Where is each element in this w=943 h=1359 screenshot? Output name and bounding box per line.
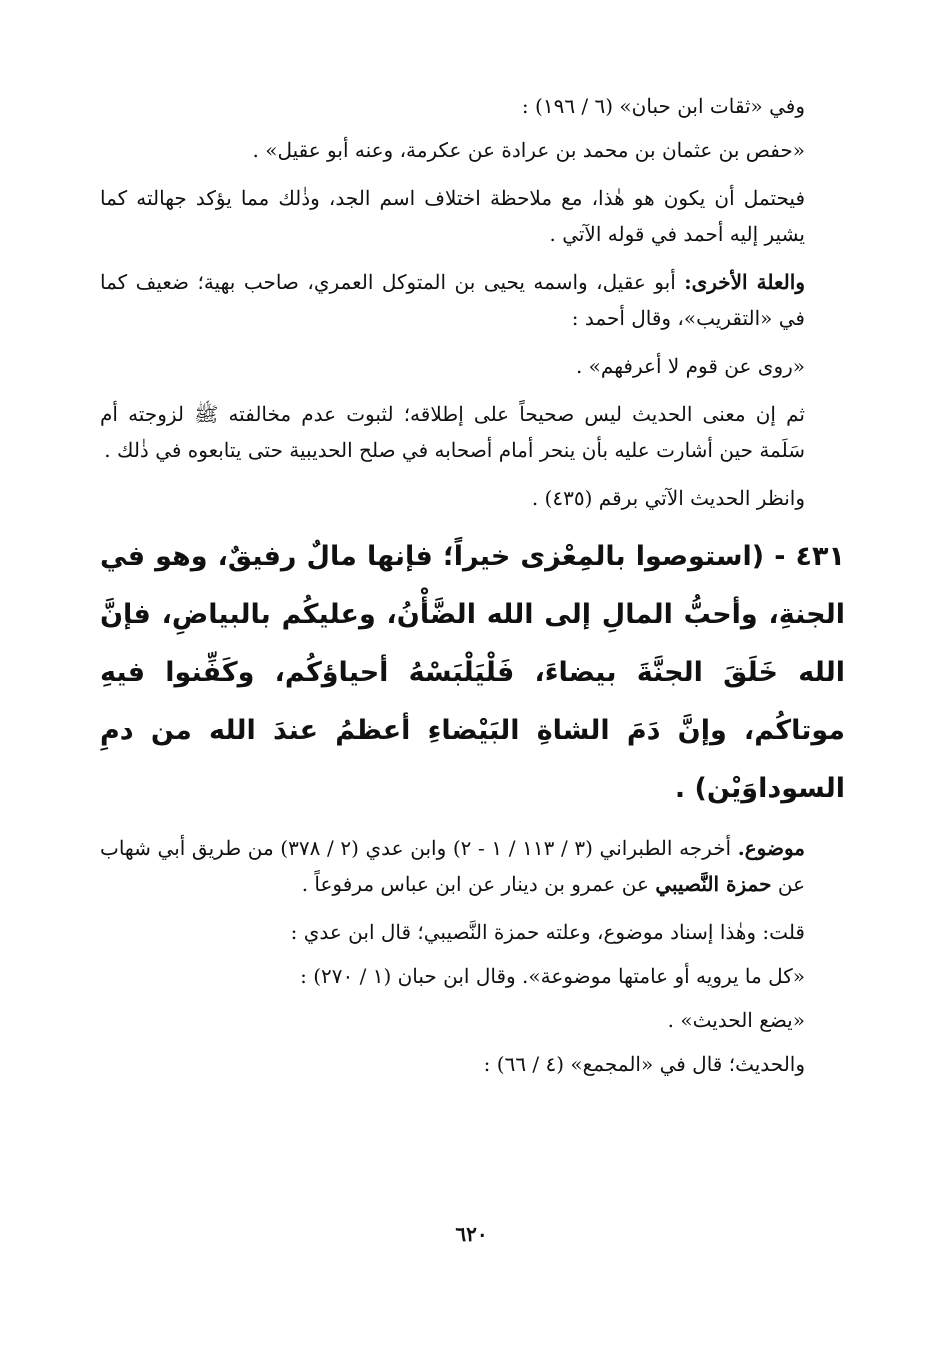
- text-line: «كل ما يرويه أو عامتها موضوعة». وقال ابن حبان (١ / ٢٧٠) :: [300, 964, 805, 988]
- bold-lead: والعلة الأخرى:: [684, 270, 805, 294]
- hadith-text: [100, 528, 845, 818]
- paragraph-see-also: [100, 480, 845, 516]
- paragraph-majma: [100, 1046, 845, 1082]
- document-page: [100, 88, 845, 1090]
- text-line: وفي «ثقات ابن حبان» (٦ / ١٩٦) :: [521, 94, 805, 118]
- paragraph-quote-hafs: [100, 132, 845, 168]
- paragraph-ibn-adi-quote: [100, 958, 845, 994]
- text-line: «روى عن قوم لا أعرفهم» .: [575, 354, 805, 378]
- text-line: ثم إن معنى الحديث ليس صحيحاً على إطلاقه؛ لثبوت عدم مخالفته ﷺ لزوجته أم سَلَمة حين أشارت عليه بأن ينحر أمام أصحابه في صلح الحديبية حتى يتابعوه في ذٰلك .: [100, 402, 805, 462]
- paragraph-thiqat-ref: [100, 88, 845, 124]
- narrator-name: حمزة النَّصيبي: [655, 872, 772, 896]
- text-line: والحديث؛ قال في «المجمع» (٤ / ٦٦) :: [483, 1052, 805, 1076]
- hadith-body: ٤٣١ - (استوصوا بالمِعْزى خيراً؛ فإنها مالٌ رفيقٌ، وهو في الجنةِ، وأحبُّ المالِ إلى الله الضَّأْنُ، وعليكُم بالبياضِ، فإنَّ الله خَلَقَ الجنَّةَ بيضاءَ، فَلْيَلْبَسْهُ أحياؤكُم، وكَفِّنوا فيهِ موتاكُم، وإنَّ دَمَ الشاةِ البَيْضاءِ أعظمُ عندَ الله من دمِ السوداوَيْن) .: [100, 541, 845, 804]
- text-line: «يضع الحديث» .: [667, 1008, 805, 1032]
- paragraph-grading: [100, 830, 845, 902]
- page-number: ٦٢٠: [455, 1222, 488, 1246]
- paragraph-qultu: [100, 914, 845, 950]
- grading-label: موضوع.: [737, 836, 805, 860]
- text-line: عن عمرو بن دينار عن ابن عباس مرفوعاً .: [301, 872, 656, 896]
- paragraph-other-illa: [100, 264, 845, 336]
- paragraph-ahmad-quote: [100, 348, 845, 384]
- text-line: وانظر الحديث الآتي برقم (٤٣٥) .: [531, 486, 805, 510]
- text-line: أخرجه الطبراني (٣ / ١١٣ / ١ - ٢) وابن عدي (٢ / ٣٧٨) من طريق أبي شهاب عن: [100, 836, 805, 896]
- paragraph-meaning: [100, 396, 845, 468]
- text-line: «حفص بن عثمان بن محمد بن عرادة عن عكرمة، وعنه أبو عقيل» .: [252, 138, 805, 162]
- paragraph-ibn-hibban-quote: [100, 1002, 845, 1038]
- paragraph-jahala: [100, 180, 845, 252]
- text-line: أبو عقيل، واسمه يحيى بن المتوكل العمري، صاحب بهية؛ ضعيف كما في «التقريب»، وقال أحمد :: [100, 270, 805, 330]
- text-line: قلت: وهٰذا إسناد موضوع، وعلته حمزة النَّصيبي؛ قال ابن عدي :: [290, 920, 805, 944]
- text-line: فيحتمل أن يكون هو هٰذا، مع ملاحظة اختلاف اسم الجد، وذٰلك مما يؤكد جهالته كما يشير إليه أحمد في قوله الآتي .: [100, 186, 805, 246]
